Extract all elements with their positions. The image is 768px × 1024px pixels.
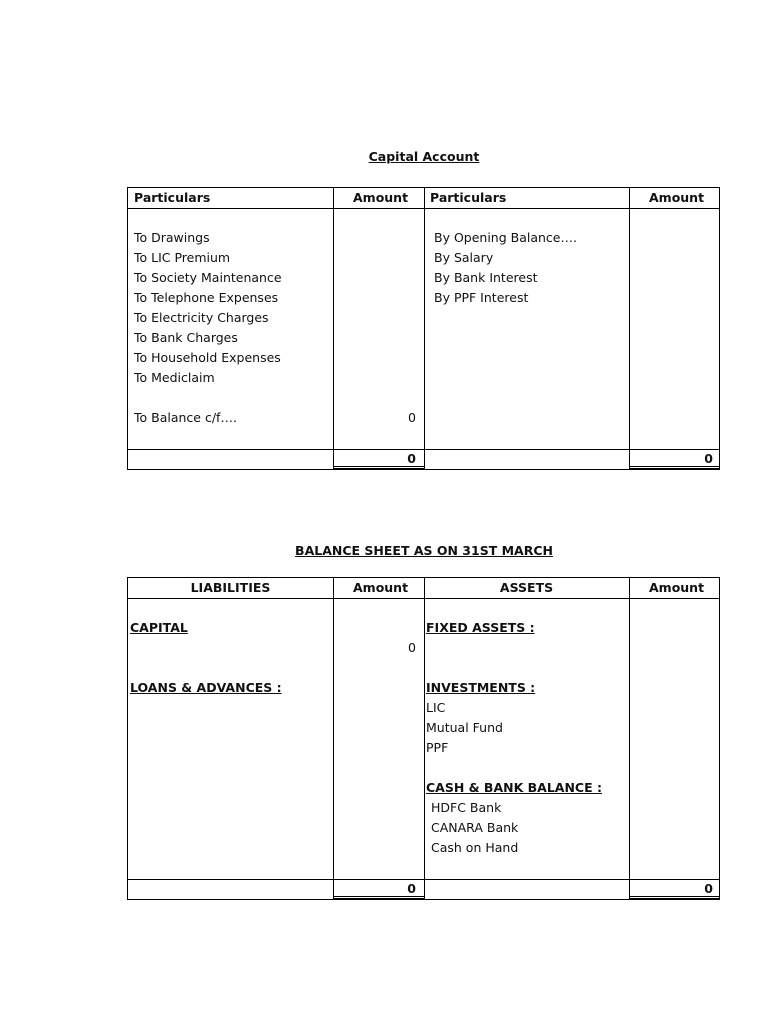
column-divider: [629, 188, 630, 469]
total-right: 0: [704, 881, 713, 896]
total-underline: [333, 466, 424, 469]
total-row-divider: [128, 449, 719, 450]
debit-item: To Drawings: [134, 230, 210, 245]
capital-label: CAPITAL: [130, 620, 188, 635]
cash-bank-label: CASH & BANK BALANCE :: [426, 780, 602, 795]
debit-item: To Society Maintenance: [134, 270, 282, 285]
header-amount-left: Amount: [353, 580, 409, 595]
investment-item: PPF: [426, 740, 449, 755]
debit-item: To LIC Premium: [134, 250, 231, 265]
header-particulars-right: Particulars: [430, 190, 507, 205]
balance-cf-amount: 0: [408, 410, 416, 425]
column-divider: [424, 578, 425, 899]
debit-item: To Household Expenses: [134, 350, 281, 365]
header-assets: ASSETS: [499, 580, 554, 595]
credit-item: By Salary: [434, 250, 494, 265]
header-amount-right: Amount: [649, 580, 705, 595]
debit-item: To Bank Charges: [134, 330, 238, 345]
debit-item: To Mediclaim: [134, 370, 215, 385]
capital-account-table: [127, 187, 720, 470]
investment-item: Mutual Fund: [426, 720, 503, 735]
balance-cf-label: To Balance c/f….: [134, 410, 237, 425]
capital-amount: 0: [408, 640, 416, 655]
cash-bank-item: CANARA Bank: [431, 820, 519, 835]
total-underline: [629, 466, 720, 469]
column-divider: [333, 578, 334, 899]
column-divider: [424, 188, 425, 469]
header-liabilities: LIABILITIES: [190, 580, 271, 595]
header-amount-left: Amount: [353, 190, 409, 205]
credit-item: By Opening Balance….: [434, 230, 577, 245]
credit-item: By Bank Interest: [434, 270, 538, 285]
fixed-assets-label: FIXED ASSETS :: [426, 620, 535, 635]
balance-sheet-table: [127, 577, 720, 900]
investment-item: LIC: [426, 700, 446, 715]
header-amount-right: Amount: [649, 190, 705, 205]
column-divider: [333, 188, 334, 469]
total-right: 0: [704, 451, 713, 466]
total-underline: [629, 896, 720, 899]
investments-label: INVESTMENTS :: [426, 680, 536, 695]
total-row-divider: [128, 879, 719, 880]
loans-advances-label: LOANS & ADVANCES :: [130, 680, 282, 695]
total-left: 0: [407, 451, 416, 466]
total-underline: [333, 896, 424, 899]
header-particulars-left: Particulars: [134, 190, 211, 205]
credit-item: By PPF Interest: [434, 290, 529, 305]
total-left: 0: [407, 881, 416, 896]
balance-sheet-title: BALANCE SHEET AS ON 31ST MARCH: [295, 543, 553, 558]
cash-bank-item: Cash on Hand: [431, 840, 519, 855]
cash-bank-item: HDFC Bank: [431, 800, 502, 815]
debit-item: To Telephone Expenses: [134, 290, 279, 305]
debit-item: To Electricity Charges: [134, 310, 269, 325]
column-divider: [629, 578, 630, 899]
capital-account-title: Capital Account: [368, 149, 480, 164]
